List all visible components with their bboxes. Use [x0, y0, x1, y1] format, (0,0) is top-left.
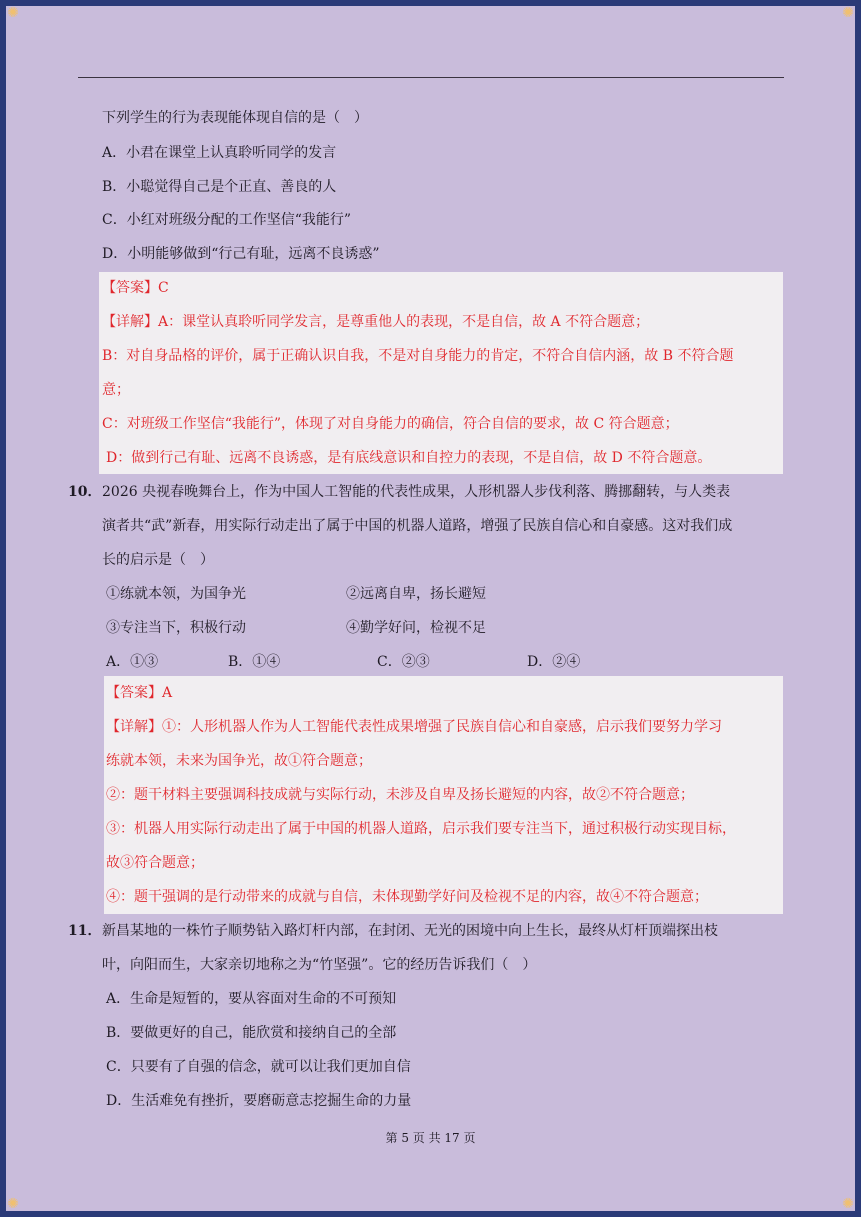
corner-ornament-icon: ✺: [842, 5, 854, 21]
explanation-line: B：对自身品格的评价，属于正确认识自我，不是对自身能力的肯定，不符合自信内涵，故 B 不符合题: [102, 348, 734, 364]
header-rule: [78, 77, 784, 78]
option-b: B．小聪觉得自己是个正直、善良的人: [102, 179, 337, 195]
option-d: D．生活难免有挫折，要磨砺意志挖掘生命的力量: [106, 1093, 412, 1109]
option-c: C．小红对班级分配的工作坚信“我能行”: [102, 212, 352, 228]
option-a: A．①③: [106, 654, 159, 670]
option-c: C．只要有了自强的信念，就可以让我们更加自信: [106, 1059, 411, 1075]
explanation-line: 故③符合题意；: [106, 855, 204, 871]
statement-item: ④勤学好问，检视不足: [346, 620, 486, 636]
statement-item: ①练就本领，为国争光: [106, 586, 246, 602]
explanation-line: ②：题干材料主要强调科技成就与实际行动，未涉及自卑及扬长避短的内容，故②不符合题意；: [106, 787, 694, 803]
option-b: B．①④: [228, 654, 281, 670]
explanation-line: 意；: [102, 382, 130, 398]
corner-ornament-icon: ✺: [7, 5, 19, 21]
question-stem: 叶，向阳而生，大家亲切地称之为“竹坚强”。它的经历告诉我们（ ）: [102, 957, 537, 973]
explanation-line: ④：题干强调的是行动带来的成就与自信，未体现勤学好问及检视不足的内容，故④不符合题意；: [106, 889, 708, 905]
question-number: 10．: [68, 484, 102, 500]
question-stem: 新昌某地的一株竹子顺势钻入路灯杆内部，在封闭、无光的困境中向上生长，最终从灯杆顶端探出枝: [102, 923, 718, 939]
statement-item: ②远离自卑，扬长避短: [346, 586, 486, 602]
answer-label: 【答案】A: [106, 685, 173, 701]
explanation-line: 【详解】①：人形机器人作为人工智能代表性成果增强了民族自信心和自豪感，启示我们要努力学习: [106, 719, 722, 735]
statement-item: ③专注当下，积极行动: [106, 620, 246, 636]
question-stem: 2026 央视春晚舞台上，作为中国人工智能的代表性成果，人形机器人步伐利落、腾挪翻转，与人类表: [102, 484, 731, 500]
option-c: C．②③: [377, 654, 430, 670]
option-d: D．②④: [527, 654, 581, 670]
document-page: [6, 6, 855, 1211]
answer-box: [99, 272, 783, 474]
explanation-line: 练就本领，未来为国争光，故①符合题意；: [106, 753, 372, 769]
corner-ornament-icon: ✺: [842, 1196, 854, 1212]
corner-ornament-icon: ✺: [7, 1196, 19, 1212]
question-stem: 演者共“武”新春，用实际行动走出了属于中国的机器人道路，增强了民族自信心和自豪感。这对我们成: [102, 518, 733, 534]
explanation-line: 【详解】A：课堂认真聆听同学发言，是尊重他人的表现，不是自信，故 A 不符合题意；: [102, 314, 650, 330]
explanation-line: ③：机器人用实际行动走出了属于中国的机器人道路，启示我们要专注当下，通过积极行动实现目标，: [106, 821, 736, 837]
answer-label: 【答案】C: [102, 280, 169, 296]
question-number: 11．: [68, 923, 102, 939]
explanation-line: C：对班级工作坚信“我能行”，体现了对自身能力的确信，符合自信的要求，故 C 符合题意；: [102, 416, 679, 432]
option-b: B．要做更好的自己，能欣赏和接纳自己的全部: [106, 1025, 397, 1041]
explanation-line: D：做到行己有耻、远离不良诱惑，是有底线意识和自控力的表现，不是自信，故 D 不符合题意。: [106, 450, 712, 466]
question-stem: 长的启示是（ ）: [102, 552, 214, 568]
option-d: D．小明能够做到“行己有耻，远离不良诱惑”: [102, 246, 380, 262]
option-a: A．生命是短暂的，要从容面对生命的不可预知: [106, 991, 397, 1007]
option-a: A．小君在课堂上认真聆听同学的发言: [102, 145, 337, 161]
question-stem: 下列学生的行为表现能体现自信的是（ ）: [102, 110, 368, 126]
page-number: 第 5 页 共 17 页: [385, 1131, 476, 1145]
